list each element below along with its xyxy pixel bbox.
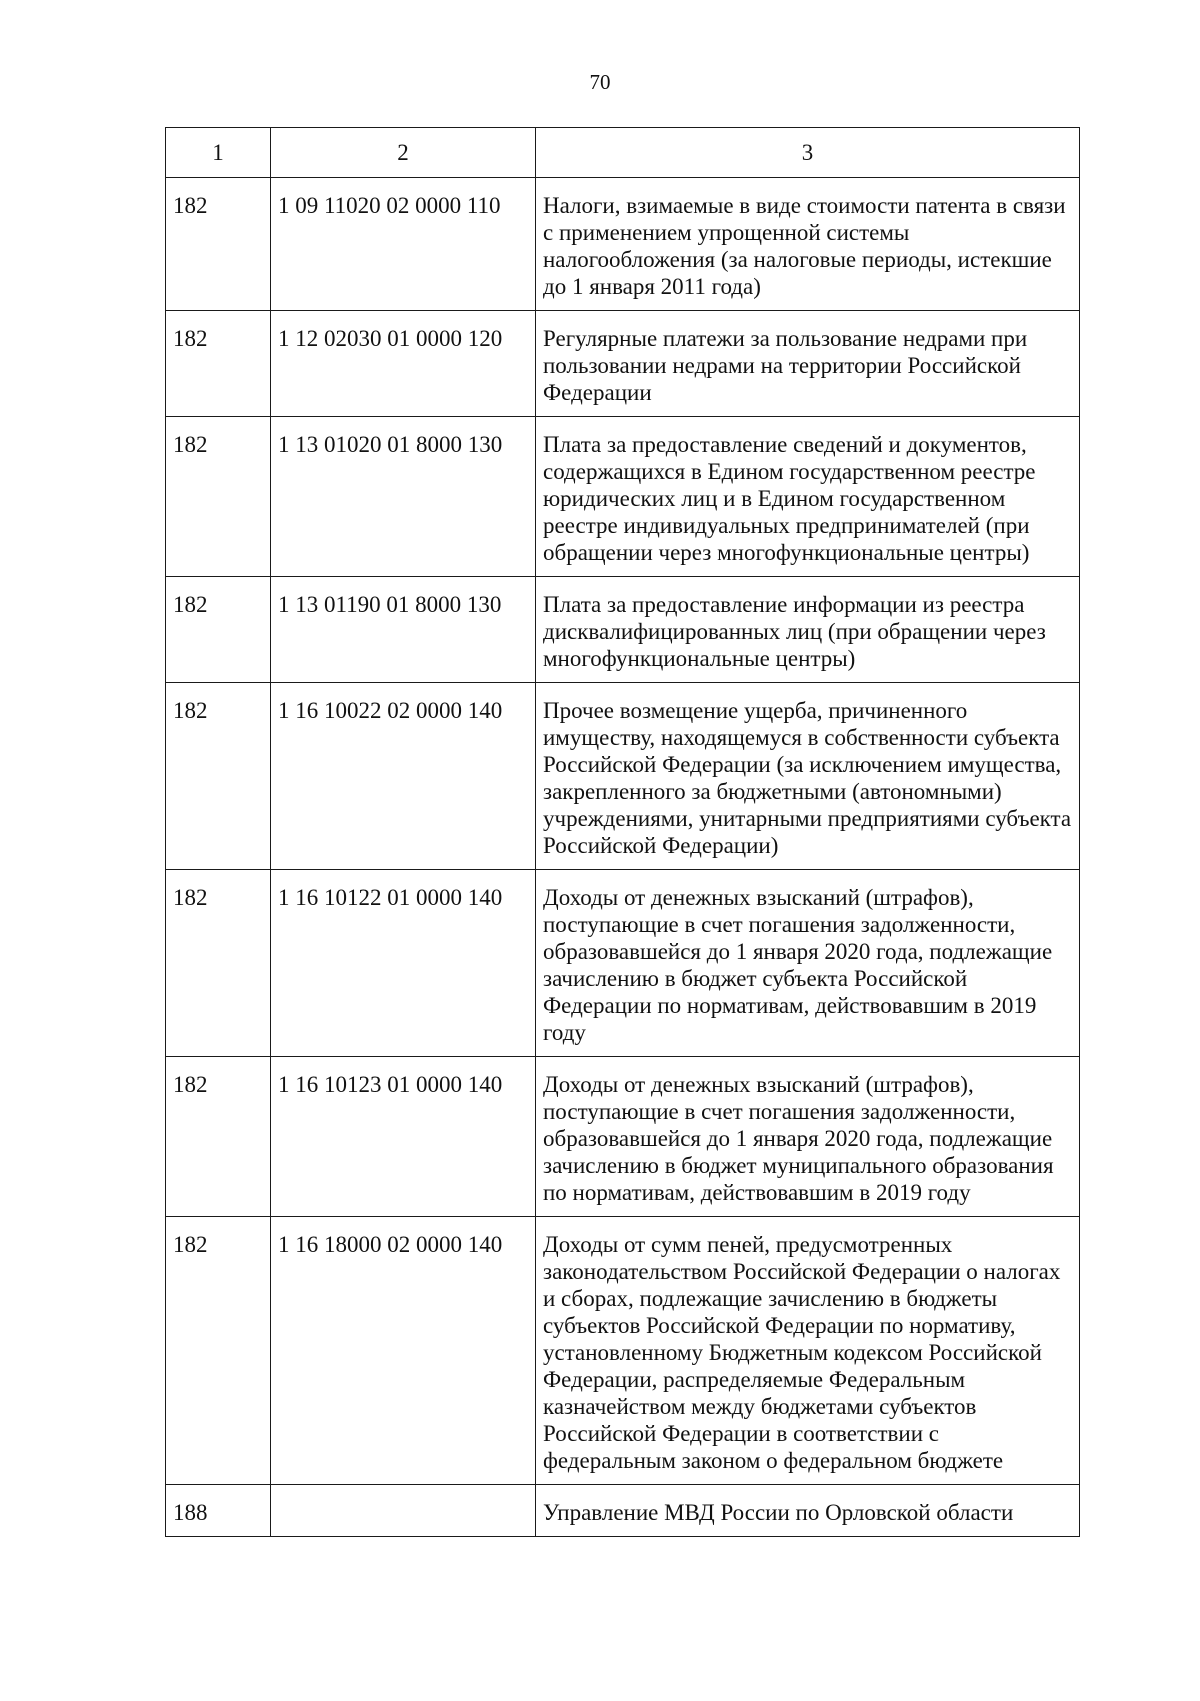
revenue-code-cell: 1 16 10122 01 0000 140 [271, 870, 536, 1057]
table-row [166, 870, 1080, 1057]
admin-code-cell: 182 [166, 870, 271, 1057]
table-row [166, 1217, 1080, 1485]
table-row [166, 178, 1080, 311]
description-cell: Доходы от денежных взысканий (штрафов), поступающие в счет погашения задолженности, образовавшейся до 1 января 2020 года, подлежащие зачислению в бюджет субъекта Российской Федерации по нормативам, действовавшим в 2019 году [536, 870, 1080, 1057]
revenue-code-cell: 1 13 01020 01 8000 130 [271, 417, 536, 577]
revenue-codes-table [165, 127, 1080, 1537]
description-cell: Налоги, взимаемые в виде стоимости патента в связи с применением упрощенной системы налогообложения (за налоговые периоды, истекшие до 1 января 2011 года) [536, 178, 1080, 311]
description-cell: Прочее возмещение ущерба, причиненного имуществу, находящемуся в собственности субъекта Российской Федерации (за исключением имущества, закрепленного за бюджетными (автономными) учреждениями, унитарными предприятиями субъекта Российской Федерации) [536, 683, 1080, 870]
revenue-code-cell [271, 1485, 536, 1537]
admin-code-cell: 182 [166, 577, 271, 683]
page-number: 70 [589, 70, 611, 94]
description-cell: Регулярные платежи за пользование недрами при пользовании недрами на территории Российской Федерации [536, 311, 1080, 417]
revenue-code-cell: 1 16 18000 02 0000 140 [271, 1217, 536, 1485]
table-row [166, 417, 1080, 577]
admin-code-cell: 182 [166, 311, 271, 417]
table-row [166, 577, 1080, 683]
description-cell: Доходы от денежных взысканий (штрафов), поступающие в счет погашения задолженности, образовавшейся до 1 января 2020 года, подлежащие зачислению в бюджет муниципального образования по нормативам, действовавшим в 2019 году [536, 1057, 1080, 1217]
admin-code-cell: 182 [166, 1217, 271, 1485]
column-header-3: 3 [536, 128, 1080, 178]
column-header-1: 1 [166, 128, 271, 178]
description-cell: Управление МВД России по Орловской области [536, 1485, 1080, 1537]
description-cell: Плата за предоставление сведений и документов, содержащихся в Едином государственном реестре юридических лиц и в Едином государственном реестре индивидуальных предпринимателей (при обращении через многофункциональные центры) [536, 417, 1080, 577]
admin-code-cell: 182 [166, 683, 271, 870]
admin-code-cell: 182 [166, 417, 271, 577]
admin-code-cell: 182 [166, 1057, 271, 1217]
revenue-code-cell: 1 09 11020 02 0000 110 [271, 178, 536, 311]
revenue-code-cell: 1 12 02030 01 0000 120 [271, 311, 536, 417]
column-header-2: 2 [271, 128, 536, 178]
revenue-code-cell: 1 16 10022 02 0000 140 [271, 683, 536, 870]
table-row [166, 1485, 1080, 1537]
table-row [166, 683, 1080, 870]
revenue-code-cell: 1 13 01190 01 8000 130 [271, 577, 536, 683]
table-row [166, 311, 1080, 417]
description-cell: Доходы от сумм пеней, предусмотренных законодательством Российской Федерации о налогах и сборах, подлежащие зачислению в бюджеты субъектов Российской Федерации по нормативу, установленному Бюджетным кодексом Российской Федерации, распределяемые Федеральным казначейством между бюджетами субъектов Российской Федерации в соответствии с федеральным законом о федеральном бюджете [536, 1217, 1080, 1485]
table-row [166, 1057, 1080, 1217]
description-cell: Плата за предоставление информации из реестра дисквалифицированных лиц (при обращении через многофункциональные центры) [536, 577, 1080, 683]
table-header-row [166, 128, 1080, 178]
admin-code-cell: 188 [166, 1485, 271, 1537]
revenue-code-cell: 1 16 10123 01 0000 140 [271, 1057, 536, 1217]
admin-code-cell: 182 [166, 178, 271, 311]
